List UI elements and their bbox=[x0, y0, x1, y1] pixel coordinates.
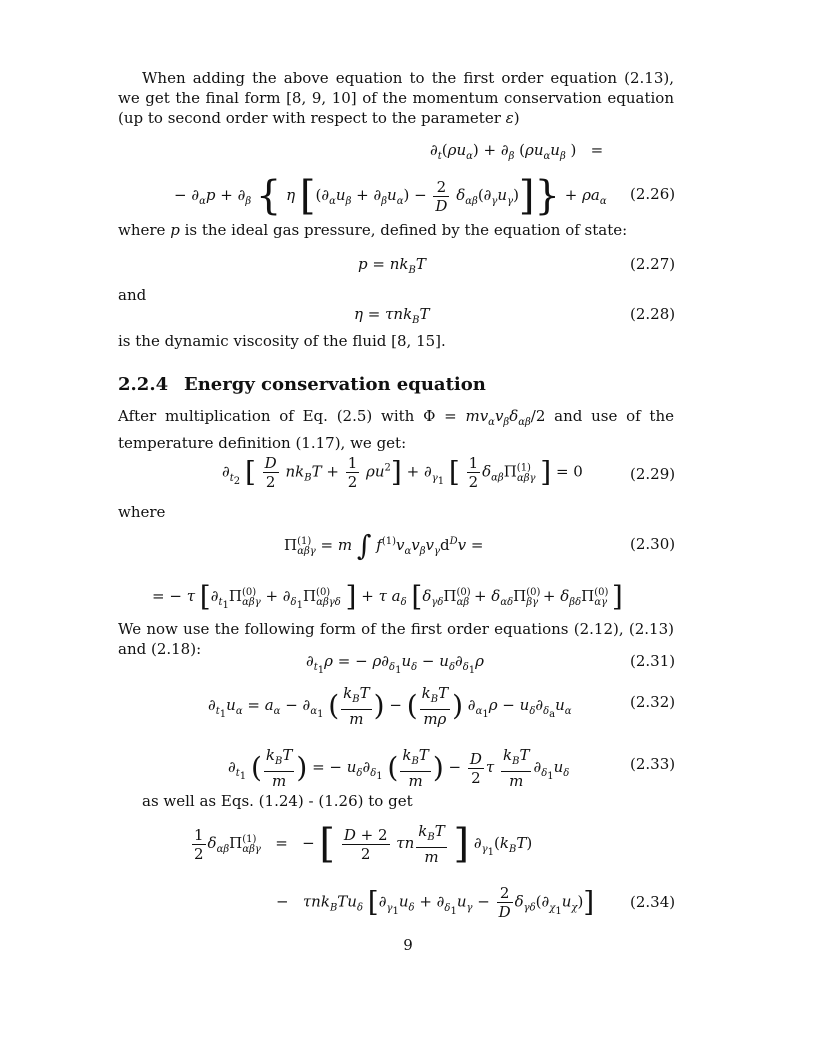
eq-2-33: $\partial_{t_1}$ ( $\frac{k_BT}{m}$ ) = − $u_\delta\partial_{\delta_1}$ ( $\frac{k_BT}{m}$ ) − $\frac{D}{2}$ τ $\frac{k_BT}{m}$ $\partial_{\delta_1}u_\delta$ bbox=[228, 746, 570, 790]
eq-2-26-lhs: $\partial_t(\rho u_\alpha) + \partial_\beta$ ($\rho u_\alpha u_\beta$ ) = bbox=[430, 141, 604, 162]
eq-number: (2.31) bbox=[630, 652, 676, 670]
eq-number: (2.32) bbox=[630, 693, 676, 711]
pressure-definition: where p is the ideal gas pressure, defined by the equation of state: bbox=[118, 221, 628, 239]
intro-paragraph: When adding the above equation to the first order equation (2.13), we get the final form [8, 9, 10] of the momentum conservation equation (up to second order with respect to the parameter ε) bbox=[118, 69, 674, 127]
eq-2-32: $\partial_{t_1}u_\alpha = a_\alpha - \partial_{\alpha_1}$ ( $\frac{k_BT}{m}$ ) − ( $\frac{k_BT}{m\rho}$ ) $\partial_{\alpha_1}\rho - u_\delta\partial_{\delta_a}u_\alpha$ bbox=[208, 684, 572, 728]
eq-2-28: η = τnk$_B$T bbox=[354, 305, 430, 326]
section-heading bbox=[118, 373, 486, 397]
eq-number: (2.34) bbox=[630, 893, 676, 911]
eq-2-31: $\partial_{t_1}\rho$ = − $\rho\partial_{\delta_1}u_\delta - u_\delta\partial_{\delta_1}\rho$ bbox=[306, 652, 484, 676]
eq-number: (2.27) bbox=[630, 255, 676, 273]
eq-2-34-line1: $\frac{1}{2}$ $\delta_{\alpha\beta}\Pi^{(1)}_{\alpha\beta\gamma}$ = − [ $\frac{D + 2}{2}$ τn $\frac{k_BT}{m}$ ] $\partial_{\gamma_1}(k_BT)$ bbox=[194, 821, 533, 867]
and-text: and bbox=[118, 286, 147, 304]
eq-2-34-line2: − $\tau nk_BTu_\delta$ [$\partial_{\gamma_1}u_\delta + \partial_{\delta_1}u_\gamma$ − $\frac{2}{D}$ $\delta_{\gamma\delta}(\partial_{\chi_1}u_\chi)$] bbox=[276, 884, 595, 921]
eq-number: (2.30) bbox=[630, 535, 676, 553]
where-text: where bbox=[118, 503, 166, 521]
energy-intro-paragraph: After multiplication of Eq. (2.5) with $\Phi = mv_\alpha v_\beta\delta_{\alpha\beta}/2$ and use of the temperature definition (1.17), we get: bbox=[118, 407, 674, 452]
eq-number: (2.33) bbox=[630, 755, 676, 773]
eq-2-30-line1: $\Pi^{(1)}_{\alpha\beta\gamma} = m$ ∫ $f^{(1)}v_\alpha v_\beta v_\gamma d^Dv$ = bbox=[284, 529, 484, 562]
eq-2-26-rhs: − $\partial_\alpha p + \partial_\beta$ { η [$(\partial_\alpha u_\beta + \partial_\beta u_\alpha)$ − $\frac{2}{D}$ $\delta_{\alpha\beta}(\partial_\gamma u_\gamma)]\} + \rho a_\alpha$ bbox=[174, 173, 607, 219]
page-number: 9 bbox=[403, 936, 413, 954]
as-well-text: as well as Eqs. (1.24) - (1.26) to get bbox=[142, 792, 413, 810]
eq-2-27: $p = nk_BT$ bbox=[358, 255, 426, 276]
eq-2-30-line2: = − τ [$\partial_{t_1}\Pi^{(0)}_{\alpha\beta\gamma} + \partial_{\delta_1}\Pi^{(0)}_{\alpha\beta\gamma\delta}$ ] + τ $a_\delta$ [$\delta_{\gamma\delta}\Pi^{(0)}_{\alpha\beta} + \delta_{\alpha\delta}\Pi^{(0)}_{\beta\gamma} + \delta_{\beta\delta}\Pi^{(0)}_{\alpha\gamma}$ ] bbox=[152, 580, 623, 613]
eq-2-29: $\partial_{t_2}$ [ $\frac{D}{2}$ $nk_BT$ + $\frac{1}{2}$ $\rho u^2] + \partial_{\gamma_1}$ [ $\frac{1}{2}$ $\delta_{\alpha\beta}\Pi^{(1)}_{\alpha\beta\gamma}$ ] = 0 bbox=[222, 454, 583, 491]
viscosity-definition: is the dynamic viscosity of the fluid [8, 15]. bbox=[118, 332, 446, 350]
section-title: Energy conservation equation bbox=[184, 374, 486, 395]
eq-number: (2.29) bbox=[630, 465, 676, 483]
eq-number: (2.26) bbox=[630, 185, 676, 203]
first-order-paragraph: We now use the following form of the first order equations (2.12), (2.13) and (2.18): bbox=[118, 620, 674, 658]
section-number: 2.2.4 bbox=[118, 374, 169, 395]
eq-number: (2.28) bbox=[630, 305, 676, 323]
